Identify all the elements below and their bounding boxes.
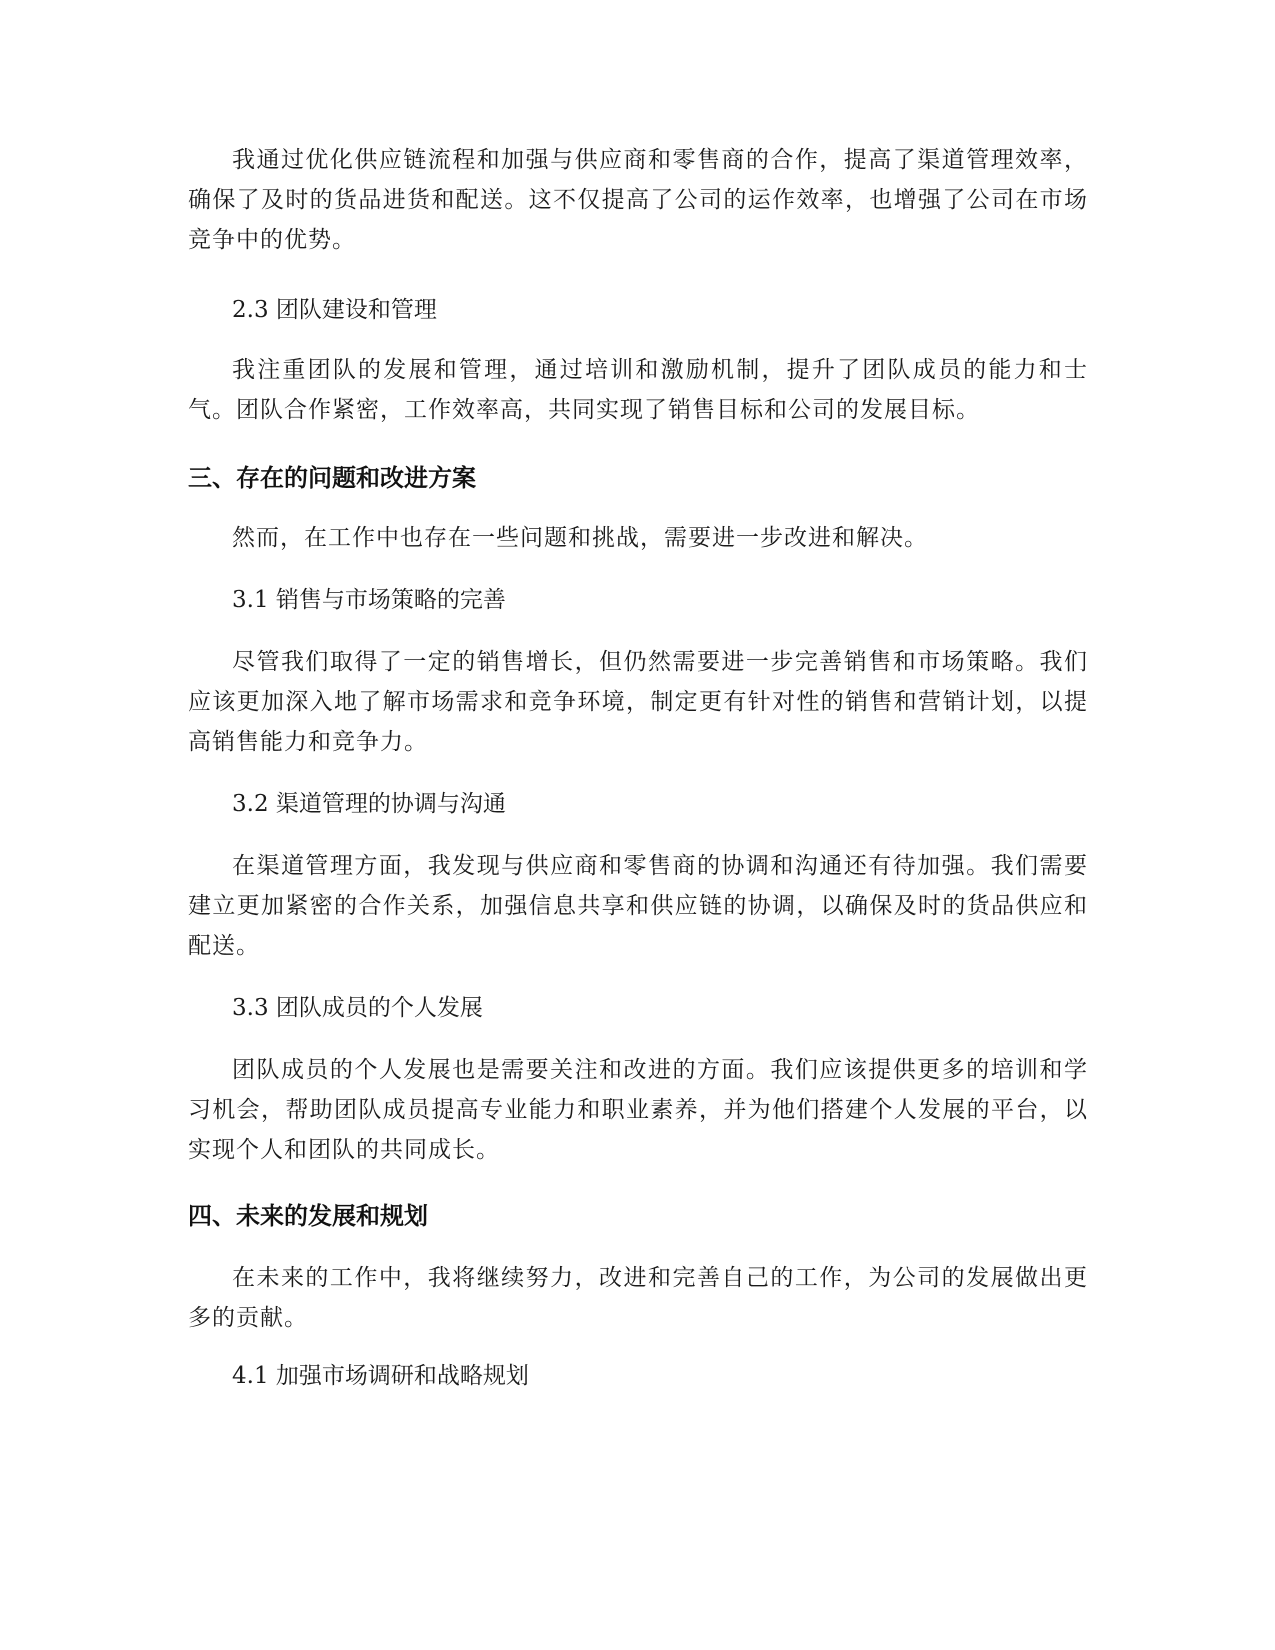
subheading-3-3: 3.3 团队成员的个人发展: [232, 995, 483, 1021]
section-heading-4: 四、未来的发展和规划: [188, 1202, 428, 1230]
subheading-4-1: 4.1 加强市场调研和战略规划: [232, 1363, 529, 1389]
paragraph-future-work: 在未来的工作中，我将继续努力，改进和完善自己的工作，为公司的发展做出更多的贡献。: [188, 1265, 1088, 1331]
paragraph-personal-development: 团队成员的个人发展也是需要关注和改进的方面。我们应该提供更多的培训和学习机会，帮助团队成员提高专业能力和职业素养，并为他们搭建个人发展的平台，以实现个人和团队的共同成长。: [188, 1057, 1088, 1163]
subheading-3-1: 3.1 销售与市场策略的完善: [232, 587, 506, 613]
paragraph-sales-strategy: 尽管我们取得了一定的销售增长，但仍然需要进一步完善销售和市场策略。我们应该更加深入地了解市场需求和竞争环境，制定更有针对性的销售和营销计划，以提高销售能力和竞争力。: [188, 649, 1088, 755]
paragraph-problems-intro: 然而，在工作中也存在一些问题和挑战，需要进一步改进和解决。: [232, 525, 928, 551]
subheading-3-2: 3.2 渠道管理的协调与沟通: [232, 791, 506, 817]
paragraph-supply-chain: 我通过优化供应链流程和加强与供应商和零售商的合作，提高了渠道管理效率，确保了及时的货品进货和配送。这不仅提高了公司的运作效率，也增强了公司在市场竞争中的优势。: [188, 147, 1088, 253]
section-heading-3: 三、存在的问题和改进方案: [188, 464, 476, 492]
subheading-2-3: 2.3 团队建设和管理: [232, 297, 437, 323]
paragraph-team-building: 我注重团队的发展和管理，通过培训和激励机制，提升了团队成员的能力和士气。团队合作紧密，工作效率高，共同实现了销售目标和公司的发展目标。: [188, 357, 1088, 423]
paragraph-channel-coordination: 在渠道管理方面，我发现与供应商和零售商的协调和沟通还有待加强。我们需要建立更加紧密的合作关系，加强信息共享和供应链的协调，以确保及时的货品供应和配送。: [188, 853, 1088, 959]
